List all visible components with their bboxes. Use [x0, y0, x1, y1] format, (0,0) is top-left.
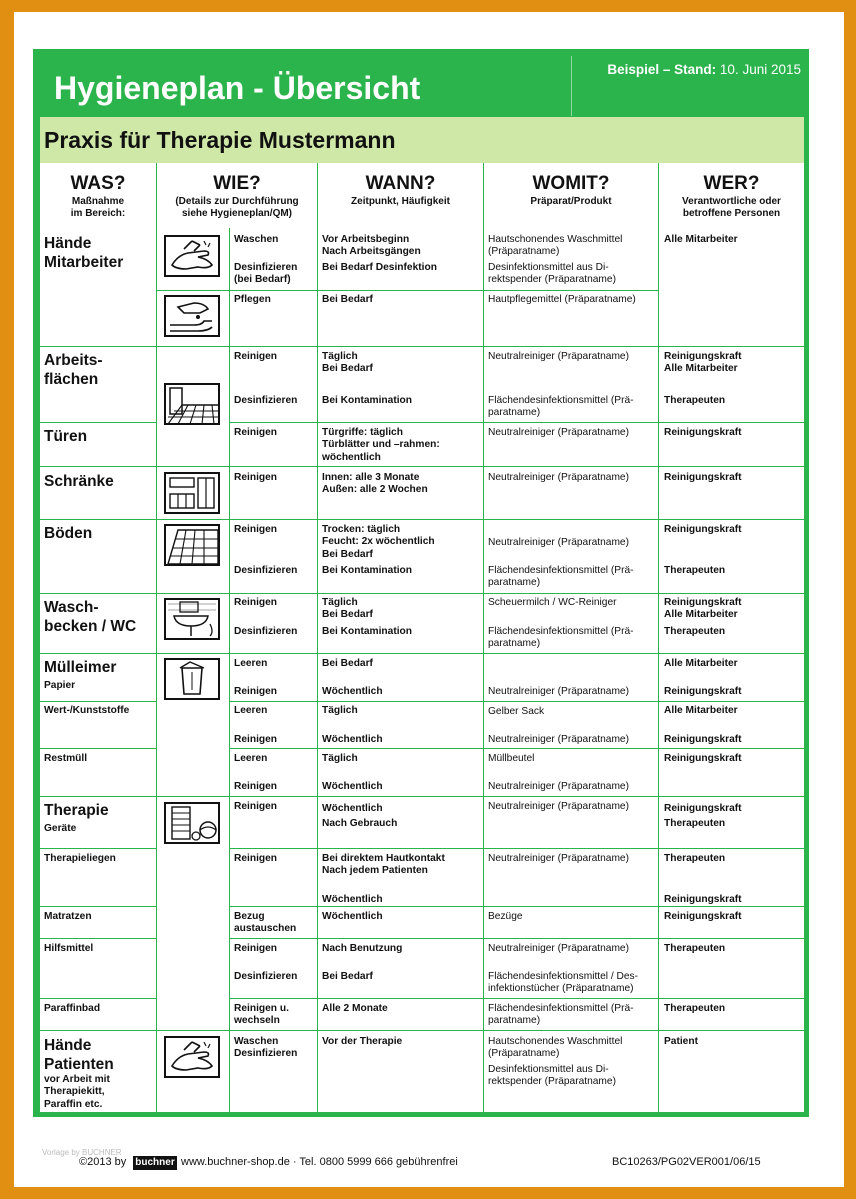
wann-arbeitsbeginn: Vor Arbeitsbeginn Nach Arbeitsgängen	[322, 234, 421, 258]
page-title: Hygieneplan - Übersicht	[54, 70, 421, 106]
col-wer	[659, 163, 804, 229]
col-womit	[484, 163, 658, 229]
section-waschbecken: Wasch- becken / WC	[44, 599, 137, 635]
wie-reinigen: Reinigen	[234, 597, 278, 608]
grid-hline	[40, 466, 804, 467]
col-wann-title: WANN?	[365, 173, 436, 194]
womit-neutralreiniger: Neutralreiniger (Präparatname)	[488, 781, 629, 792]
wer-therapeuten: Therapeuten	[664, 853, 726, 864]
grid-hline	[230, 998, 804, 999]
wann-woechentlich: Wöchentlich	[322, 911, 383, 922]
wer-reinigungskraft: Reinigungskraft	[664, 911, 742, 922]
sub-therapieliegen: Therapieliegen	[44, 853, 116, 864]
wie-reinigen: Reinigen	[234, 943, 278, 954]
wie-reinigen: Reinigen	[234, 686, 278, 697]
wer-reinigungskraft: Reinigungskraft	[664, 524, 742, 535]
wie-reinigen: Reinigen	[234, 734, 278, 745]
col-was	[40, 163, 156, 229]
praxis-bar	[40, 117, 804, 163]
grid-hline	[40, 1030, 804, 1031]
col-wie-sub1: (Details zur Durchführung	[175, 196, 299, 207]
wie-reinigen-wechseln: Reinigen u. wechseln	[234, 1003, 289, 1027]
wie-desinfizieren: Desinfizieren	[234, 626, 298, 637]
wer-reinigungskraft: Reinigungskraft	[664, 894, 742, 905]
wer-alle-mitarbeiter: Alle Mitarbeiter	[664, 705, 738, 716]
stand-text	[607, 62, 801, 77]
wer-patient: Patient	[664, 1036, 698, 1047]
wann-schraenke: Innen: alle 3 Monate Außen: alle 2 Wochen	[322, 472, 428, 496]
wer-therapeuten: Therapeuten	[664, 1003, 726, 1014]
wann-bei-bedarf: Bei Bedarf	[322, 294, 373, 305]
praxis-name: Praxis für Therapie Mustermann	[44, 127, 396, 153]
womit-neutralreiniger: Neutralreiniger (Präparatname)	[488, 853, 629, 864]
grid-vline	[483, 228, 484, 1112]
wie-reinigen: Reinigen	[234, 524, 278, 535]
section-arbeitsflaechen: Arbeits- flächen	[44, 352, 103, 388]
wer-reinigungskraft: Reinigungskraft	[664, 734, 742, 745]
womit-neutralreiniger: Neutralreiniger (Präparatname)	[488, 472, 629, 483]
wann-woechentlich-gebrauch: Wöchentlich Nach Gebrauch	[322, 803, 398, 829]
title-bar	[40, 56, 570, 116]
col-wie-title: WIE?	[213, 173, 261, 194]
grid-hline	[157, 290, 658, 291]
grid-hline	[230, 848, 804, 849]
wer-reinigungskraft-therapeuten: Reinigungskraft Therapeuten	[664, 803, 742, 829]
womit-hautpflege: Hautpflegemittel (Präparatname)	[488, 294, 636, 305]
col-wer-sub2: betroffene Personen	[682, 208, 781, 219]
wer-therapeuten: Therapeuten	[664, 565, 726, 576]
wie-reinigen: Reinigen	[234, 472, 278, 483]
wie-waschen: Waschen	[234, 234, 279, 245]
wann-taeglich: Täglich	[322, 705, 358, 716]
wie-desinfizieren-bedarf: Desinfizieren (bei Bedarf)	[234, 262, 298, 286]
section-haende-patienten: Hände Patienten	[44, 1037, 114, 1073]
col-was-title: WAS?	[70, 173, 126, 194]
wer-reinigungskraft: Reinigungskraft	[664, 472, 742, 483]
sub-wertstoffe: Wert-/Kunststoffe	[44, 705, 130, 716]
floor-tiles-icon	[164, 524, 220, 566]
wann-woechentlich: Wöchentlich	[322, 894, 383, 905]
col-was-sub2: im Bereich:	[70, 208, 126, 219]
wie-leeren: Leeren	[234, 753, 268, 764]
wer-reinigungskraft: Reinigungskraft	[664, 686, 742, 697]
wer-reinigungskraft: Reinigungskraft	[664, 427, 742, 438]
wie-desinfizieren: Desinfizieren	[234, 395, 298, 406]
womit-scheuermilch: Scheuermilch / WC-Reiniger	[488, 597, 617, 608]
wann-taeglich-bedarf: Täglich Bei Bedarf	[322, 351, 373, 375]
womit-neutralreiniger: Neutralreiniger (Präparatname)	[488, 537, 629, 548]
womit-neutralreiniger: Neutralreiniger (Präparatname)	[488, 801, 629, 812]
col-wer-title: WER?	[703, 173, 760, 194]
section-muelleimer: Mülleimer	[44, 659, 117, 676]
col-wann-sub1: Zeitpunkt, Häufigkeit	[351, 196, 450, 207]
grid-hline	[40, 701, 156, 702]
sub-hilfsmittel: Hilfsmittel	[44, 943, 94, 954]
wer-therapeuten: Therapeuten	[664, 943, 726, 954]
stand-label: Beispiel – Stand:	[607, 62, 717, 77]
womit-waschmittel: Hautschonendes Waschmittel (Präparatname)	[488, 234, 623, 258]
bin-icon	[164, 658, 220, 700]
womit-neutralreiniger: Neutralreiniger (Präparatname)	[488, 943, 629, 954]
col-was-sub1: Maßnahme	[71, 196, 125, 207]
grid-hline	[40, 593, 804, 594]
grid-hline	[40, 346, 804, 347]
wann-woechentlich: Wöchentlich	[322, 734, 383, 745]
wie-reinigen: Reinigen	[234, 801, 278, 812]
wann-kontamination: Bei Kontamination	[322, 626, 412, 637]
col-wer-sub1: Verantwortliche oder	[682, 196, 781, 207]
section-schraenke: Schränke	[44, 473, 114, 490]
wann-kontamination: Bei Kontamination	[322, 565, 412, 576]
womit-neutralreiniger: Neutralreiniger (Präparatname)	[488, 351, 629, 362]
wie-reinigen: Reinigen	[234, 351, 278, 362]
womit-flaechendesinfektion: Flächendesinfektionsmittel (Prä- paratname)	[488, 1003, 634, 1027]
col-womit-sub1: Präparat/Produkt	[530, 196, 612, 207]
section-therapie: Therapie	[44, 802, 109, 819]
washbasin-icon	[164, 598, 220, 640]
wie-leeren: Leeren	[234, 705, 268, 716]
womit-flaechendesinfektion: Flächendesinfektionsmittel (Prä- paratname)	[488, 626, 634, 650]
wie-waschen-desinfizieren: Waschen Desinfizieren	[234, 1036, 298, 1060]
wann-boeden: Trocken: täglich Feucht: 2x wöchentlich Bei Bedarf	[322, 524, 435, 560]
womit-muellbeutel: Müllbeutel	[488, 753, 535, 764]
grid-hline	[40, 422, 156, 423]
hand-wash-icon	[164, 1036, 220, 1078]
wie-reinigen: Reinigen	[234, 853, 278, 864]
sub-matratzen: Matratzen	[44, 911, 92, 922]
wer-therapeuten: Therapeuten	[664, 395, 726, 406]
grid-hline	[230, 422, 804, 423]
womit-desinfektionsmittel: Desinfektionsmittel aus Di- rektspender (Präparatname)	[488, 262, 616, 286]
stand-date: 10. Juni 2015	[719, 62, 801, 77]
wer-reinigungskraft-alle: Reinigungskraft Alle Mitarbeiter	[664, 351, 742, 375]
grid-vline	[156, 228, 157, 1112]
grid-vline	[229, 228, 230, 1112]
wann-kontamination: Bei Kontamination	[322, 395, 412, 406]
hand-wash-icon	[164, 235, 220, 277]
wann-woechentlich: Wöchentlich	[322, 781, 383, 792]
womit-desinfektionsmittel: Desinfektionsmittel aus Di- rektspender (Präparatname)	[488, 1064, 616, 1088]
grid-hline	[40, 906, 156, 907]
buchner-logo: buchner	[133, 1156, 177, 1170]
wann-therapieliegen: Bei direktem Hautkontakt Nach jedem Patienten	[322, 853, 445, 877]
wie-leeren: Leeren	[234, 658, 268, 669]
wer-alle-mitarbeiter: Alle Mitarbeiter	[664, 234, 738, 245]
sub-restmuell: Restmüll	[44, 753, 88, 764]
footer-copyright: ©2013 by	[79, 1156, 127, 1168]
grid-vline	[317, 228, 318, 1112]
womit-gelber-sack: Gelber Sack	[488, 706, 545, 717]
wann-taeglich-bedarf: Täglich Bei Bedarf	[322, 597, 373, 621]
room-icon	[164, 383, 220, 425]
wer-reinigungskraft: Reinigungskraft	[664, 753, 742, 764]
wann-bedarf-desinfektion: Bei Bedarf Desinfektion	[322, 262, 437, 273]
grid-hline	[40, 938, 156, 939]
wie-desinfizieren: Desinfizieren	[234, 565, 298, 576]
wann-bei-bedarf: Bei Bedarf	[322, 658, 373, 669]
wer-therapeuten: Therapeuten	[664, 626, 726, 637]
grid-hline	[230, 748, 804, 749]
footer-contact: www.buchner-shop.de · Tel. 0800 5999 666 gebührenfrei	[181, 1156, 458, 1168]
wann-woechentlich: Wöchentlich	[322, 686, 383, 697]
womit-neutralreiniger: Neutralreiniger (Präparatname)	[488, 427, 629, 438]
section-haende-mitarbeiter: Hände Mitarbeiter	[44, 235, 124, 271]
womit-flaechendesinfektion: Flächendesinfektionsmittel (Prä- paratname)	[488, 565, 634, 589]
wann-nach-benutzung: Nach Benutzung	[322, 943, 403, 954]
footer-code: BC10263/PG02VER001/06/15	[612, 1156, 761, 1168]
wann-taeglich: Täglich	[322, 753, 358, 764]
grid-vline	[658, 228, 659, 1112]
grid-hline	[230, 938, 804, 939]
col-wie-sub2: siehe Hygieneplan/QM)	[181, 208, 293, 219]
grid-hline	[40, 653, 804, 654]
wie-pflegen: Pflegen	[234, 294, 271, 305]
hand-care-icon	[164, 295, 220, 337]
wann-2-monate: Alle 2 Monate	[322, 1003, 388, 1014]
womit-desinfektionstuecher: Flächendesinfektionsmittel / Des- infektionstücher (Präparatname)	[488, 971, 639, 995]
col-wann	[318, 163, 483, 229]
stand-box	[571, 56, 805, 116]
col-wie	[157, 163, 317, 229]
wann-tueren: Türgriffe: täglich Türblätter und –rahmen: wöchentlich	[322, 427, 440, 463]
wie-reinigen: Reinigen	[234, 781, 278, 792]
womit-flaechendesinfektion: Flächendesinfektionsmittel (Prä- paratname)	[488, 395, 634, 419]
grid-hline	[230, 701, 804, 702]
sub-paraffinbad: Paraffinbad	[44, 1003, 101, 1014]
womit-neutralreiniger: Neutralreiniger (Präparatname)	[488, 686, 629, 697]
section-tueren: Türen	[44, 428, 88, 445]
wer-reinigungskraft-alle: Reinigungskraft Alle Mitarbeiter	[664, 597, 742, 621]
wie-desinfizieren: Desinfizieren	[234, 971, 298, 982]
grid-hline	[40, 848, 156, 849]
grid-hline	[40, 998, 156, 999]
section-boeden: Böden	[44, 525, 93, 542]
col-womit-title: WOMIT?	[532, 173, 610, 194]
wann-bei-bedarf: Bei Bedarf	[322, 971, 373, 982]
therapy-equipment-icon	[164, 802, 220, 844]
vorlage-note: Vorlage by BUCHNER	[42, 1148, 122, 1157]
grid-hline	[40, 796, 804, 797]
wer-alle-mitarbeiter: Alle Mitarbeiter	[664, 658, 738, 669]
sub-papier: Papier	[44, 680, 76, 691]
womit-neutralreiniger: Neutralreiniger (Präparatname)	[488, 734, 629, 745]
sub-haende-patienten: vor Arbeit mit Therapiekitt, Paraffin etc.	[44, 1074, 110, 1110]
wann-vor-therapie: Vor der Therapie	[322, 1036, 403, 1047]
womit-waschmittel: Hautschonendes Waschmittel (Präparatname)	[488, 1036, 623, 1060]
cabinet-icon	[164, 472, 220, 514]
grid-hline	[40, 519, 804, 520]
womit-bezuege: Bezüge	[488, 911, 523, 922]
wie-reinigen: Reinigen	[234, 427, 278, 438]
sub-geraete: Geräte	[44, 823, 77, 834]
grid-hline	[40, 748, 156, 749]
wie-bezug-austauschen: Bezug austauschen	[234, 911, 297, 935]
